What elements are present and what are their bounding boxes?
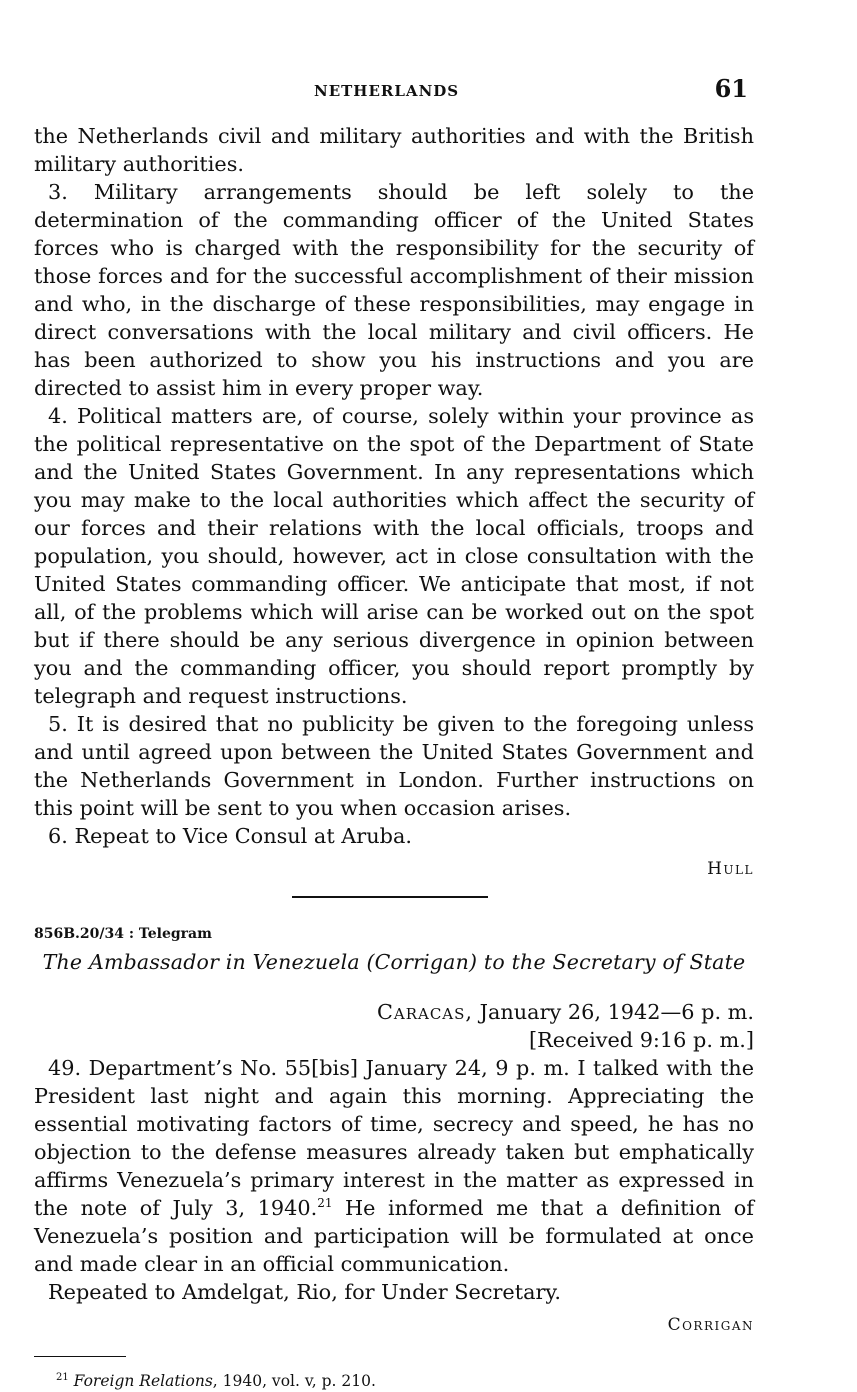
paragraph-4: 4. Political matters are, of course, solely within your province as the political representative on the spot of the Department of State and the United States Government. In any representations which you may make to the local authorities which affect the security of our forces and their relations with the local officials, troops and population, you should, however, act in close consultation with the United States commanding officer. We anticipate that most, if not all, of the problems which will arise can be worked out on the spot but if there should be any serious divergence in opinion between you and the commanding officer, you should report promptly by telegraph and request instructions. <box>34 404 754 708</box>
paragraph-5: 5. It is desired that no publicity be given to the foregoing unless and until agreed upon between the United States Government and the Netherlands Government in London. Further instructions on this point will be sent to you when occasion arises. <box>34 712 754 820</box>
dateline-date: January 26, 1942—6 p. m. <box>479 1000 754 1024</box>
paragraph-49-part1: 49. Department’s No. 55[bis] January 24, 9 p. m. I talked with the President last night and again this morning. Appreciating the essential motivating factors of time, secrecy and speed, he has no objection to the defense measures already taken but emphatically affirms Venezuela’s primary interest in the matter as expressed in the note of July 3, 1940. <box>34 1056 754 1220</box>
footnote-marker: 21 <box>317 1196 333 1211</box>
footnote-rest: , 1940, vol. v, p. 210. <box>212 1372 376 1391</box>
section-divider <box>292 896 488 898</box>
footnote-rule <box>34 1356 126 1357</box>
received-time: [Received 9:16 p. m.] <box>529 1028 754 1052</box>
dateline <box>34 998 754 1026</box>
paragraph-49 <box>34 1054 754 1278</box>
paragraph-3: 3. Military arrangements should be left solely to the determination of the commanding officer of the United States forces who is charged with the responsibility for the security of those forces and for the successful accomplishment of their mission and who, in the discharge of these responsibilities, may engage in direct conversations with the local military and civil officers. He has been authorized to show you his instructions and you are directed to assist him in every proper way. <box>34 180 754 400</box>
document-title: The Ambassador in Venezuela (Corrigan) to the Secretary of State <box>42 950 746 974</box>
body-text <box>34 122 754 1392</box>
page-number: 61 <box>714 74 748 103</box>
dateline-place: Caracas, <box>376 1000 474 1024</box>
footnote-number: 21 <box>56 1372 69 1383</box>
footnote-source: Foreign Relations <box>73 1372 213 1391</box>
repeated-to-line: Repeated to Amdelgat, Rio, for Under Secretary. <box>48 1280 562 1304</box>
paragraph-continued: the Netherlands civil and military authorities and with the British military authorities. <box>34 124 754 176</box>
file-reference: 856B.20/34 : Telegram <box>34 926 212 942</box>
running-title: NETHERLANDS <box>314 82 460 100</box>
paragraph-49-part2: He informed me that a definition of Venezuela’s position and participation will be formulated at once and made clear in an official communication. <box>34 1196 755 1276</box>
signature-corrigan: Corrigan <box>667 1315 754 1335</box>
paragraph-6: 6. Repeat to Vice Consul at Aruba. <box>48 824 412 848</box>
signature-hull: Hull <box>707 859 754 879</box>
page-header <box>34 74 754 108</box>
